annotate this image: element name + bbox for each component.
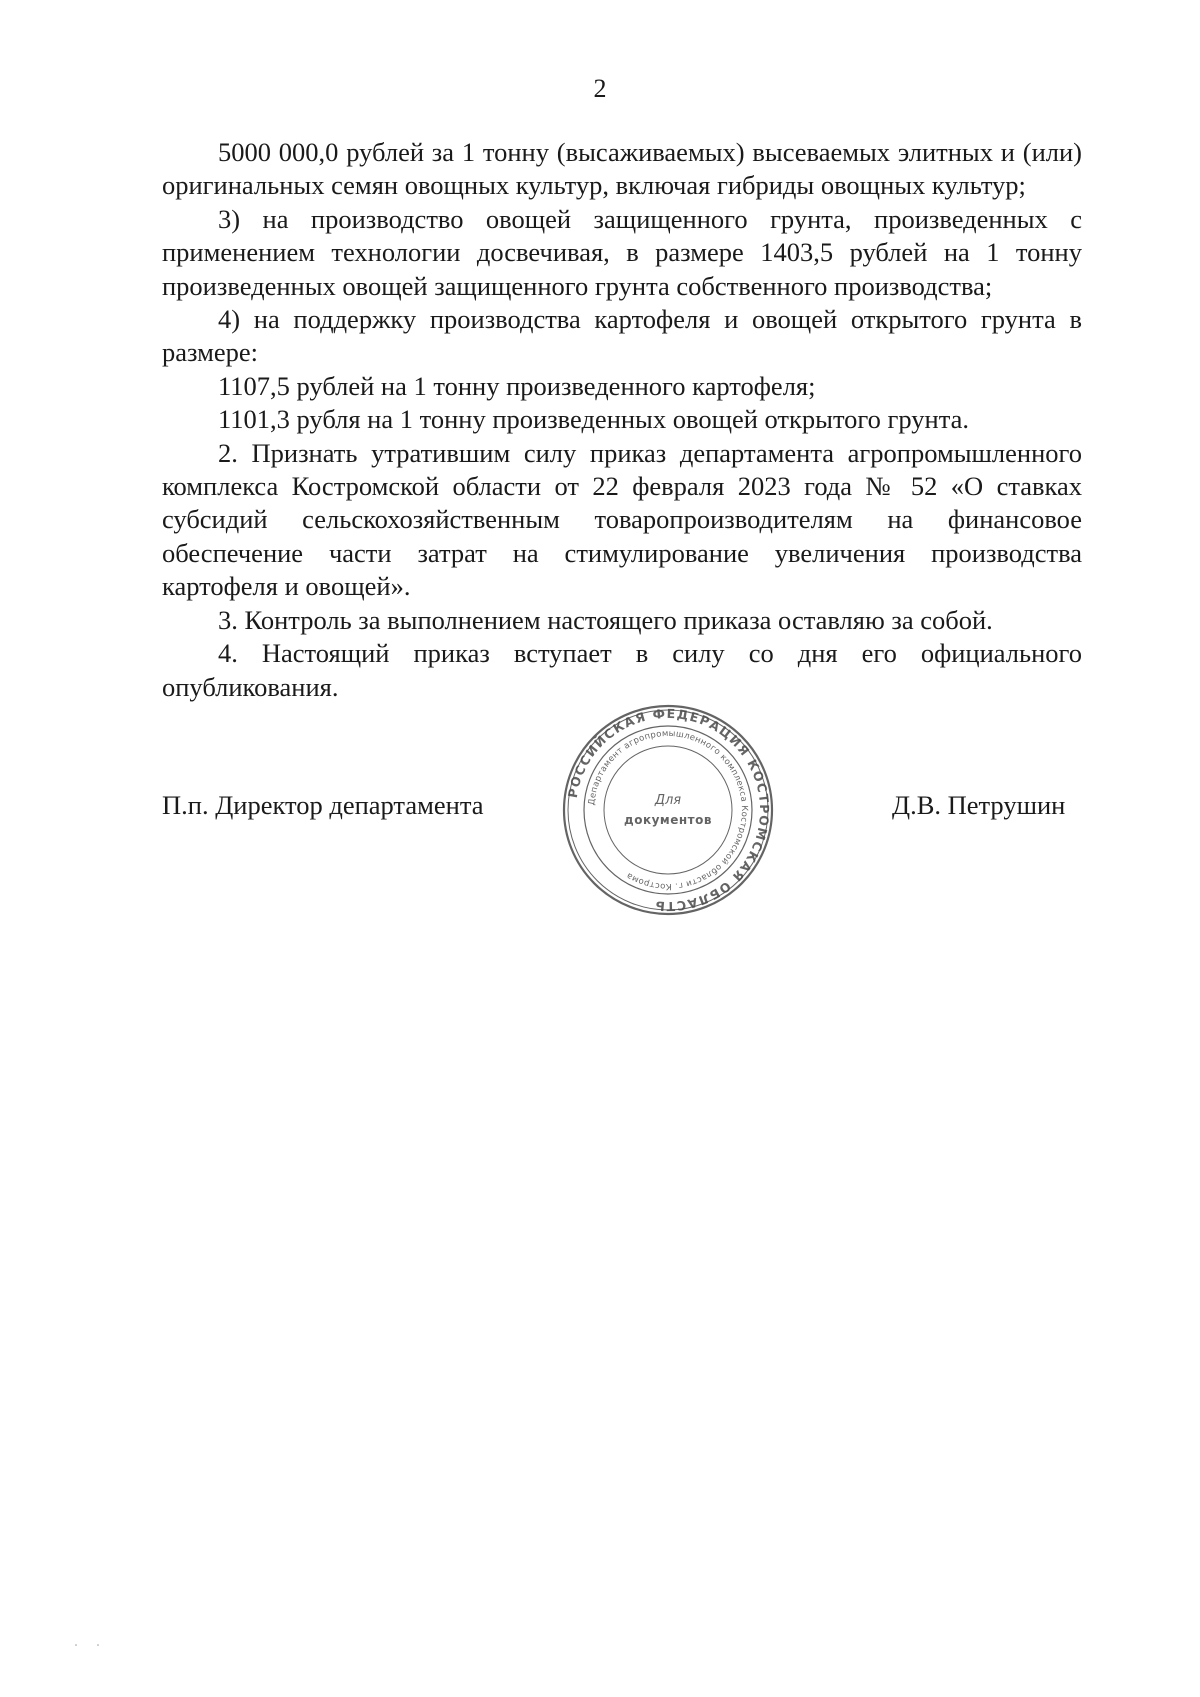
paragraph-elite-seeds: 5000 000,0 рублей за 1 тонну (высаживаемых) высеваемых элитных и (или) оригинальных семян овощных культур, включая гибриды овощных культур; — [162, 137, 1082, 201]
stamp-center-line-2: документов — [624, 813, 712, 827]
signatory-name: Д.В. Петрушин — [892, 790, 1066, 820]
paragraph-effective-date: 4. Настоящий приказ вступает в силу со дня его официального опубликования. — [162, 638, 1082, 702]
paragraph-repeal-order: 2. Признать утратившим силу приказ департамента агропромышленного комплекса Костромской области от 22 февраля 2023 года № 52 «О ставках субсидий сельскохозяйственным товаропроизводителям на финансовое обеспечение части затрат на стимулирование увеличения производства картофеля и овощей». — [162, 437, 1082, 602]
official-stamp — [558, 700, 778, 920]
document-body — [162, 136, 1082, 704]
svg-text:Департамент агропромышленного — [587, 729, 749, 891]
paragraph-potato-rate: 1107,5 рублей на 1 тонну произведенного картофеля; — [218, 370, 816, 401]
scan-specks — [70, 1640, 130, 1650]
stamp-center-line-1: Для — [654, 793, 682, 808]
signatory-position: П.п. Директор департамента — [162, 790, 484, 820]
page-number: 2 — [593, 74, 607, 103]
paragraph-potato-support: 4) на поддержку производства картофеля и овощей открытого грунта в размере: — [162, 304, 1082, 368]
paragraph-control: 3. Контроль за выполнением настоящего приказа оставляю за собой. — [218, 604, 993, 635]
stamp-outer-text: РОССИЙСКАЯ ФЕДЕРАЦИЯ КОСТРОМСКАЯ ОБЛАСТЬ — [564, 705, 773, 915]
stamp-inner-text: Департамент агропромышленного комплекса Костромской области г. Кострома — [587, 728, 750, 892]
paragraph-vegetable-rate: 1101,3 рубля на 1 тонну произведенных овощей открытого грунта. — [218, 404, 970, 435]
paragraph-greenhouse-vegetables: 3) на производство овощей защищенного грунта, произведенных с применением технологии досвечивая, в размере 1403,5 рублей на 1 тонну произведенных овощей защищенного грунта собственного производства; — [162, 203, 1082, 301]
